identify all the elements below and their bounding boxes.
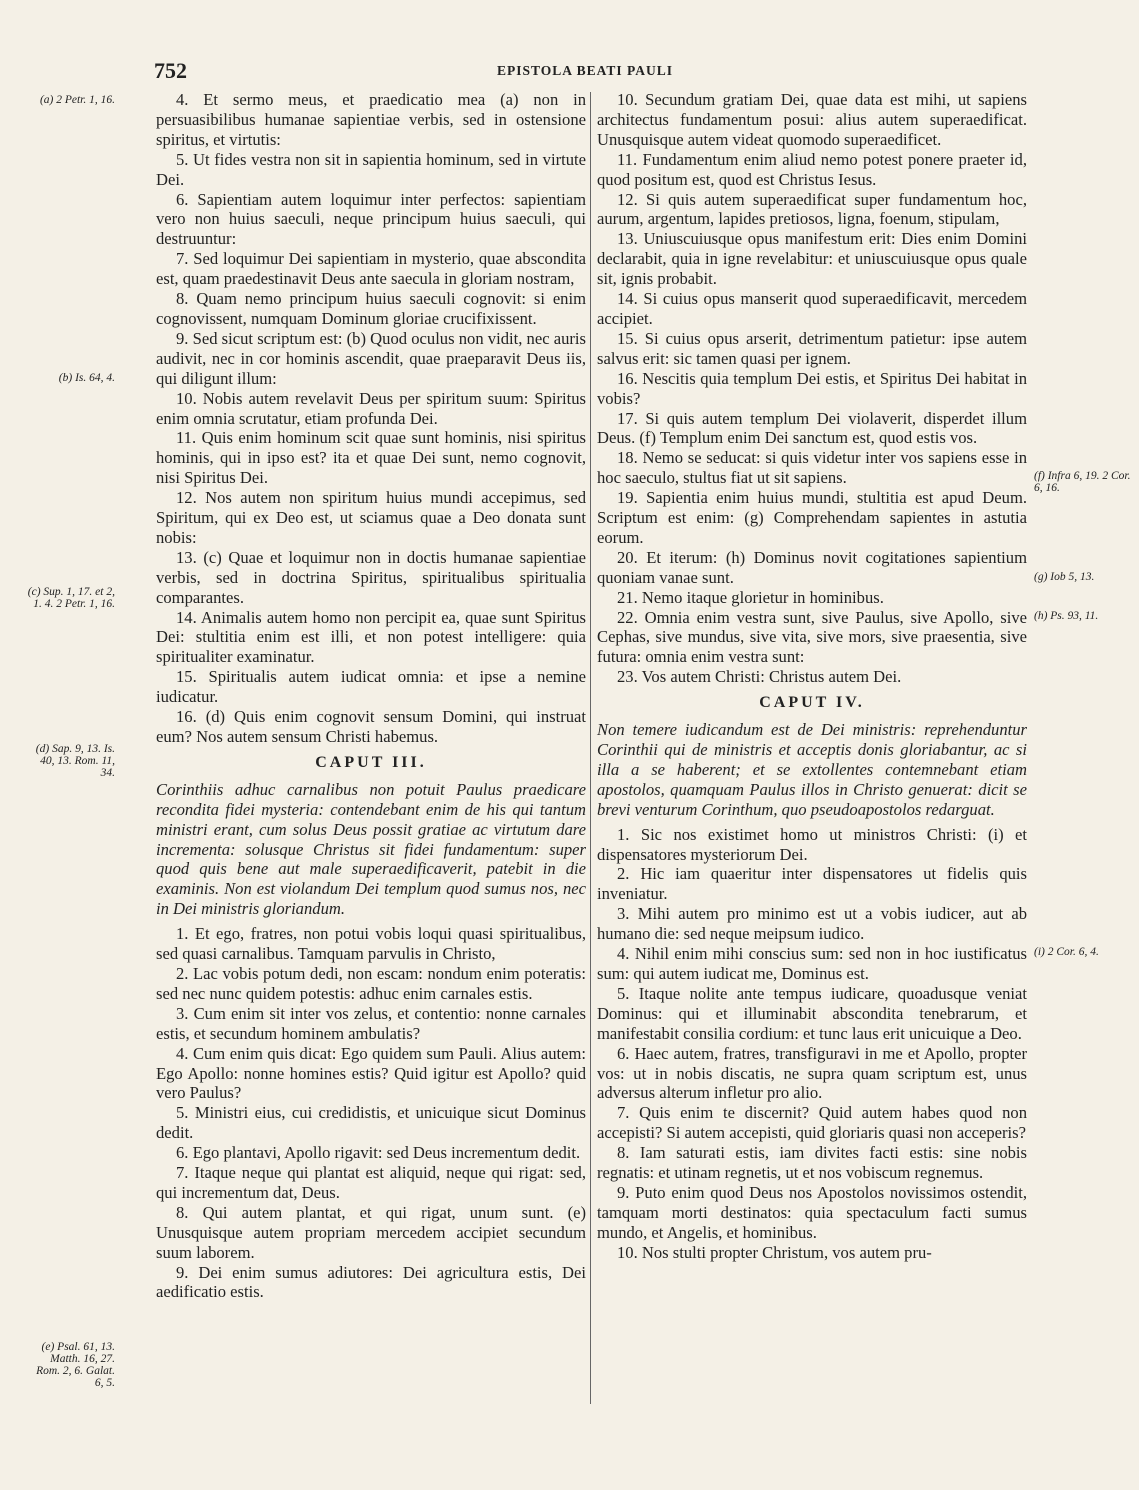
verse: 6. Ego plantavi, Apollo rigavit: sed Deus incrementum dedit. [176, 1143, 581, 1163]
verse: 5. Itaque nolite ante tempus iudicare, quoadusque veniat Dominus: qui et illuminabit abscondita tenebrarum, et manifestabit consilia cordium: et tunc laus erit unicuique a Deo. [597, 983, 1027, 1043]
page-header [0, 58, 1139, 86]
verse: 13. (c) Quae et loquimur non in doctis humanae sapientiae verbis, sed in doctrina Spiritus, spiritualibus spiritualia comparantes. [156, 547, 586, 607]
margin-note-a: (a) 2 Petr. 1, 16. [39, 94, 115, 106]
verse: 1. Et ego, fratres, non potui vobis loqui quasi spiritualibus, sed quasi carnalibus. Tamquam parvulis in Christo, [156, 924, 586, 964]
verse: 10. Nos stulti propter Christum, vos autem pru- [617, 1242, 932, 1262]
margin-note-f: (f) Infra 6, 19. 2 Cor. 6, 16. [1034, 470, 1131, 494]
running-title: EPISTOLA BEATI PAULI [497, 63, 674, 78]
verse: 4. Cum enim quis dicat: Ego quidem sum Pauli. Alius autem: Ego Apollo: nonne homines estis? Quid igitur est Apollo? quid vero Paulus? [156, 1043, 586, 1103]
right-column [597, 90, 1027, 1263]
margin-note-e: (e) Psal. 61, 13. Matth. 16, 27. Rom. 2, 6. Galat. 6, 5. [36, 1341, 115, 1389]
verse: 13. Uniuscuiusque opus manifestum erit: Dies enim Domini declarabit, quia in igne revelabitur: et uniuscuiusque opus quale sit, ignis probabit. [597, 229, 1027, 289]
verse: 9. Sed sicut scriptum est: (b) Quod oculus non vidit, nec auris audivit, nec in cor hominis ascendit, quae praeparavit Deus iis, qui diligunt illum: [156, 328, 586, 388]
verse: 15. Si cuius opus arserit, detrimentum patietur: ipse autem salvus erit: sic tamen quasi per ignem. [597, 328, 1027, 368]
verse: 3. Mihi autem pro minimo est ut a vobis iudicer, aut ab humano die: sed neque meipsum iudico. [597, 904, 1027, 944]
verse: 2. Hic iam quaeritur inter dispensatores ut fidelis quis inveniatur. [597, 864, 1027, 904]
verse: 23. Vos autem Christi: Christus autem Dei. [617, 667, 902, 687]
verse: 9. Dei enim sumus adiutores: Dei agricultura estis, Dei aedificatio estis. [156, 1262, 586, 1302]
verse: 11. Quis enim hominum scit quae sunt hominis, nisi spiritus hominis, qui in ipso est? ita et quae Dei sunt, nemo cognovit, nisi Spiritus Dei. [156, 428, 586, 488]
verse: 14. Si cuius opus manserit quod superaedificavit, mercedem accipiet. [597, 289, 1027, 328]
verse: 7. Itaque neque qui plantat est aliquid, neque qui rigat: sed, qui incrementum dat, Deus. [156, 1163, 586, 1202]
verse: 5. Ministri eius, cui credidistis, et unicuique sicut Dominus dedit. [156, 1103, 586, 1143]
verse: 7. Sed loquimur Dei sapientiam in mysterio, quae abscondita est, quam praedestinavit Deus ante saecula in gloriam nostram, [156, 249, 586, 289]
verse: 8. Iam saturati estis, iam divites facti estis: sine nobis regnatis: et utinam regnetis, ut et nos vobiscum regnemus. [597, 1143, 1027, 1183]
margin-note-i: (i) 2 Cor. 6, 4. [1034, 946, 1099, 958]
verse: 4. Et sermo meus, et praedicatio mea (a) non in persuasibilibus humanae sapientiae verbis, sed in ostensione spiritus, et virtutis: [156, 90, 586, 149]
verse: 4. Nihil enim mihi conscius sum: sed non in hoc iustificatus sum: qui autem iudicat me, Dominus est. [597, 944, 1027, 983]
verse: 16. (d) Quis enim cognovit sensum Domini, qui instruat eum? Nos autem sensum Christi habemus. [156, 707, 586, 746]
left-column [156, 90, 586, 1302]
verse: 7. Quis enim te discernit? Quid autem habes quod non accepisti? Si autem accepisti, quid gloriaris quasi non acceperis? [597, 1103, 1027, 1143]
chapter-summary: Corinthiis adhuc carnalibus non potuit Paulus praedicare recondita fidei mysteria: contendebant enim de his qui tantum ministri erant, cum solus Deus possit gratiae ac virtutum dare incrementa: solusque Christus sit fidei fundamentum: super quod quis bene aut male superaedificaverit, patebit in die examinis. Non est violandum Dei templum quod sumus nos, nec in Dei ministris gloriandum. [156, 779, 586, 919]
chapter-heading: CAPUT IV. [759, 694, 865, 712]
verse: 8. Qui autem plantat, et qui rigat, unum sunt. (e) Unusquisque autem propriam mercedem accipiet secundum suum laborem. [156, 1202, 586, 1262]
verse: 12. Nos autem non spiritum huius mundi accepimus, sed Spiritum, qui ex Deo est, ut sciamus quae a Deo donata sunt nobis: [156, 488, 586, 547]
verse: 21. Nemo itaque glorietur in hominibus. [617, 587, 884, 607]
margin-note-g: (g) Iob 5, 13. [1034, 571, 1095, 583]
verse: 17. Si quis autem templum Dei violaverit, disperdet illum Deus. (f) Templum enim Dei sanctum est, quod estis vos. [597, 408, 1027, 448]
verse: 20. Et iterum: (h) Dominus novit cogitationes sapientium quoniam vanae sunt. [597, 547, 1027, 587]
verse: 10. Secundum gratiam Dei, quae data est mihi, ut sapiens architectus fundamentum posui: alius autem superaedificat. Unusquisque autem videat quomodo superaedificet. [597, 90, 1027, 149]
verse: 16. Nescitis quia templum Dei estis, et Spiritus Dei habitat in vobis? [597, 368, 1027, 408]
page-number: 752 [154, 58, 187, 83]
verse: 2. Lac vobis potum dedi, non escam: nondum enim poteratis: sed nec nunc quidem potestis: adhuc enim carnales estis. [156, 963, 586, 1003]
chapter-summary: Non temere iudicandum est de Dei ministris: reprehenduntur Corinthii qui de ministris et acceptis donis gloriabantur, ac si illa a se haberent; et se extollentes contemnebant etiam apostolos, quamquam Paulus illos in Christo genuerat: dicit se brevi venturum Corinthum, quo pseudoapostolos redarguat. [597, 720, 1027, 819]
verse: 15. Spiritualis autem iudicat omnia: et ipse a nemine iudicatur. [156, 667, 586, 707]
verse: 11. Fundamentum enim aliud nemo potest ponere praeter id, quod positum est, quod est Christus Iesus. [597, 149, 1027, 189]
verse: 5. Ut fides vestra non sit in sapientia hominum, sed in virtute Dei. [156, 149, 586, 189]
verse: 6. Sapientiam autem loquimur inter perfectos: sapientiam vero non huius saeculi, neque principum huius saeculi, qui destruuntur: [156, 189, 586, 249]
chapter-heading: CAPUT III. [315, 753, 427, 771]
margin-note-b: (b) Is. 64, 4. [58, 372, 115, 384]
margin-note-h: (h) Ps. 93, 11. [1034, 610, 1099, 622]
verse: 19. Sapientia enim huius mundi, stultitia est apud Deum. Scriptum est enim: (g) Comprehendam sapientes in astutia eorum. [597, 488, 1027, 547]
verse: 18. Nemo se seducat: si quis videtur inter vos sapiens esse in hoc saeculo, stultus fiat ut sit sapiens. [597, 448, 1027, 488]
verse: 1. Sic nos existimet homo ut ministros Christi: (i) et dispensatores mysteriorum Dei. [597, 824, 1027, 864]
verse: 3. Cum enim sit inter vos zelus, et contentio: nonne carnales estis, et secundum hominem ambulatis? [156, 1003, 586, 1043]
verse: 22. Omnia enim vestra sunt, sive Paulus, sive Apollo, sive Cephas, sive mundus, sive vita, sive mors, sive praesentia, sive futura: omnia enim vestra sunt: [597, 607, 1027, 667]
margin-note-d: (d) Sap. 9, 13. Is. 40, 13. Rom. 11, 34. [35, 743, 115, 779]
verse: 12. Si quis autem superaedificat super fundamentum hoc, aurum, argentum, lapides pretiosos, ligna, foenum, stipulam, [597, 189, 1027, 229]
verse: 8. Quam nemo principum huius saeculi cognovit: si enim cognovissent, numquam Dominum gloriae crucifixissent. [156, 289, 586, 328]
verse: 9. Puto enim quod Deus nos Apostolos novissimos ostendit, tamquam morti destinatos: quia spectaculum facti sumus mundo, et Angelis, et hominibus. [597, 1182, 1027, 1242]
margin-note-c: (c) Sup. 1, 17. et 2, 1. 4. 2 Petr. 1, 16. [27, 586, 115, 610]
verse: 10. Nobis autem revelavit Deus per spiritum suum: Spiritus enim omnia scrutatur, etiam profunda Dei. [156, 388, 586, 428]
verse: 6. Haec autem, fratres, transfiguravi in me et Apollo, propter vos: ut in nobis discatis, ne supra quam scriptum est, unus adversus alterum infletur pro alio. [597, 1043, 1027, 1103]
verse: 14. Animalis autem homo non percipit ea, quae sunt Spiritus Dei: stultitia enim est illi, et non potest intelligere: quia spiritualiter examinatur. [156, 607, 586, 667]
column-divider [590, 92, 591, 1404]
